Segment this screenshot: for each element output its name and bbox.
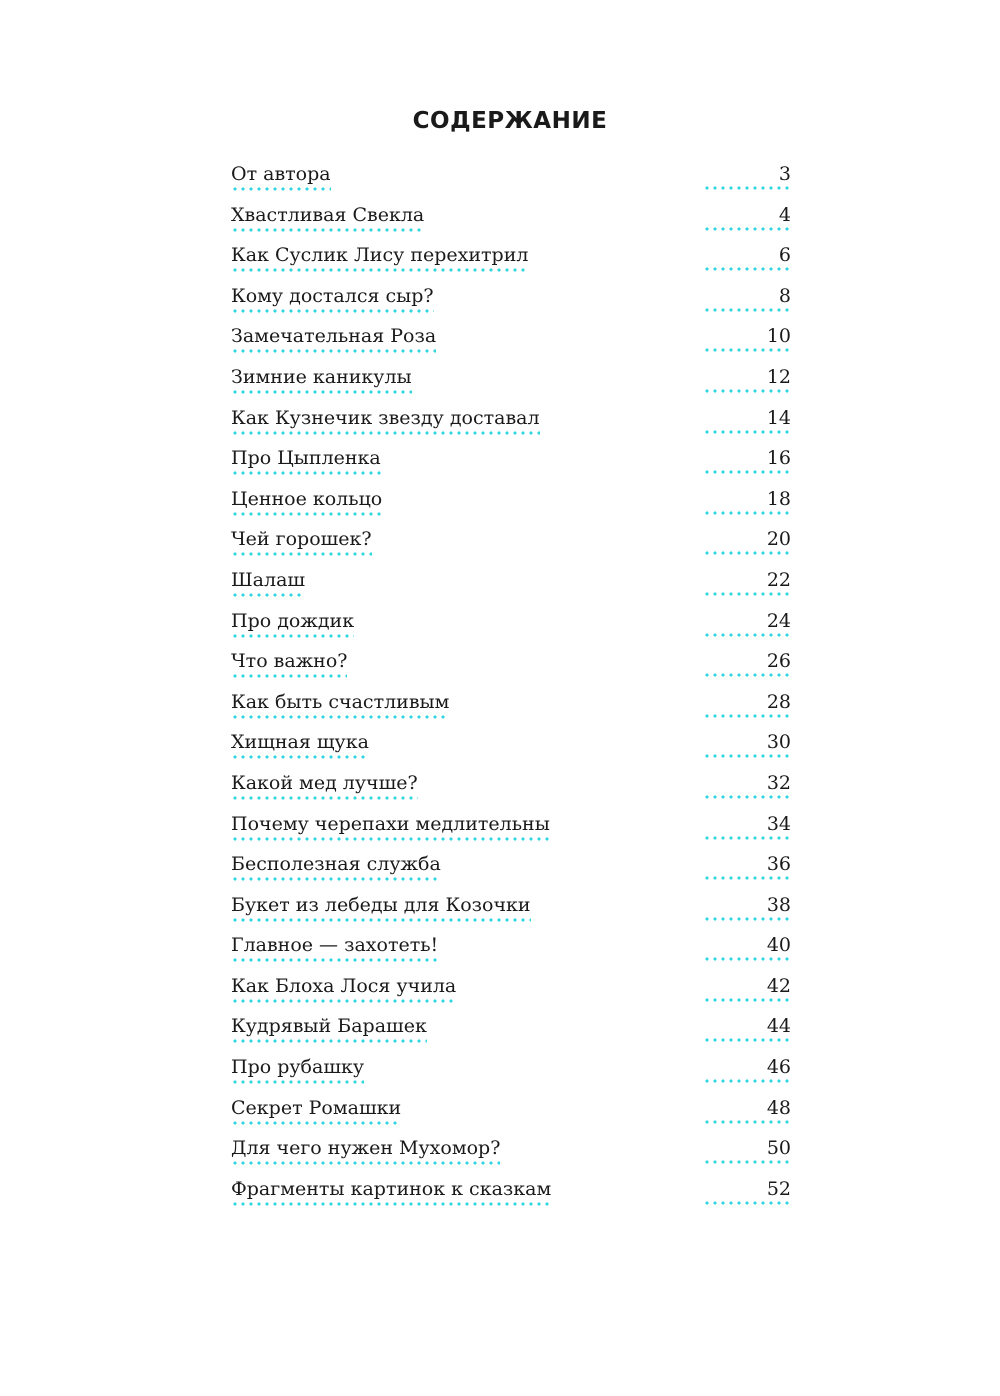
dotted-leader bbox=[703, 876, 791, 880]
toc-entry-page-number: 6 bbox=[778, 244, 791, 267]
dotted-leader bbox=[703, 998, 791, 1002]
toc-entry-page-number: 24 bbox=[766, 609, 791, 632]
toc-entry-title: Про Цыпленка bbox=[231, 446, 381, 475]
toc-list bbox=[231, 162, 791, 1217]
toc-entry-title: Букет из лебеды для Козочки bbox=[231, 893, 531, 922]
toc-entry[interactable] bbox=[231, 690, 791, 731]
dotted-leader bbox=[703, 308, 791, 312]
toc-entry[interactable] bbox=[231, 568, 791, 609]
dotted-leader bbox=[703, 430, 791, 434]
dotted-leader bbox=[703, 551, 791, 555]
toc-entry[interactable] bbox=[231, 649, 791, 690]
toc-entry[interactable] bbox=[231, 609, 791, 650]
toc-entry[interactable] bbox=[231, 1096, 791, 1137]
dotted-leader bbox=[703, 227, 791, 231]
dotted-leader bbox=[703, 1120, 791, 1124]
toc-entry[interactable] bbox=[231, 446, 791, 487]
toc-entry[interactable] bbox=[231, 284, 791, 325]
toc-entry[interactable] bbox=[231, 771, 791, 812]
dotted-leader bbox=[703, 1079, 791, 1083]
toc-entry[interactable] bbox=[231, 730, 791, 771]
toc-entry-title: Как быть счастливым bbox=[231, 690, 449, 719]
toc-entry[interactable] bbox=[231, 974, 791, 1015]
toc-entry-page-number: 38 bbox=[766, 893, 791, 916]
toc-entry-title: Для чего нужен Мухомор? bbox=[231, 1136, 500, 1165]
toc-entry-page-number: 18 bbox=[766, 487, 791, 510]
toc-entry-page-number: 46 bbox=[766, 1056, 791, 1079]
toc-entry-page-number: 32 bbox=[766, 771, 791, 794]
toc-entry-title: Чей горошек? bbox=[231, 527, 372, 556]
toc-entry[interactable] bbox=[231, 1177, 791, 1218]
dotted-leader bbox=[703, 186, 791, 190]
toc-entry-page-number: 3 bbox=[778, 163, 791, 185]
toc-entry-title: Бесполезная служба bbox=[231, 852, 441, 881]
toc-entry[interactable] bbox=[231, 324, 791, 365]
toc-entry-title: Как Блоха Лося учила bbox=[231, 974, 456, 1003]
toc-entry-title: Какой мед лучше? bbox=[231, 771, 418, 800]
toc-entry-title: Замечательная Роза bbox=[231, 324, 436, 353]
toc-entry-title: Главное — захотеть! bbox=[231, 933, 438, 962]
toc-entry-title: Хищная щука bbox=[231, 730, 369, 759]
toc-entry[interactable] bbox=[231, 406, 791, 447]
dotted-leader bbox=[703, 470, 791, 474]
toc-entry[interactable] bbox=[231, 1014, 791, 1055]
toc-entry-title: Как Кузнечик звезду доставал bbox=[231, 406, 540, 435]
toc-entry-page-number: 44 bbox=[766, 1015, 791, 1038]
toc-entry[interactable] bbox=[231, 487, 791, 528]
toc-entry-title: Про дождик bbox=[231, 609, 354, 638]
toc-entry-page-number: 50 bbox=[766, 1137, 791, 1160]
toc-entry-page-number: 10 bbox=[766, 325, 791, 348]
dotted-leader bbox=[703, 795, 791, 799]
toc-entry[interactable] bbox=[231, 1136, 791, 1177]
toc-entry[interactable] bbox=[231, 893, 791, 934]
dotted-leader bbox=[703, 754, 791, 758]
toc-entry-page-number: 20 bbox=[766, 528, 791, 551]
toc-entry-title: Секрет Ромашки bbox=[231, 1096, 401, 1125]
toc-entry-title: Фрагменты картинок к сказкам bbox=[231, 1177, 551, 1206]
toc-entry[interactable] bbox=[231, 812, 791, 853]
toc-entry[interactable] bbox=[231, 243, 791, 284]
dotted-leader bbox=[703, 917, 791, 921]
toc-entry-title: Как Суслик Лису перехитрил bbox=[231, 243, 528, 272]
toc-entry-title: Шалаш bbox=[231, 568, 305, 597]
toc-entry-page-number: 22 bbox=[766, 568, 791, 591]
toc-entry-page-number: 34 bbox=[766, 812, 791, 835]
toc-entry[interactable] bbox=[231, 1055, 791, 1096]
dotted-leader bbox=[703, 673, 791, 677]
dotted-leader bbox=[703, 1038, 791, 1042]
toc-entry-page-number: 30 bbox=[766, 731, 791, 754]
toc-entry-page-number: 4 bbox=[778, 203, 791, 226]
toc-entry[interactable] bbox=[231, 933, 791, 974]
dotted-leader bbox=[703, 511, 791, 515]
toc-entry-page-number: 48 bbox=[766, 1096, 791, 1119]
toc-entry-page-number: 12 bbox=[766, 365, 791, 388]
toc-entry-page-number: 16 bbox=[766, 447, 791, 470]
toc-entry-page-number: 36 bbox=[766, 853, 791, 876]
dotted-leader bbox=[703, 1201, 791, 1205]
toc-entry-title: Хвастливая Свекла bbox=[231, 203, 424, 232]
dotted-leader bbox=[703, 1160, 791, 1164]
toc-heading: СОДЕРЖАНИЕ bbox=[412, 108, 608, 134]
toc-entry-page-number: 26 bbox=[766, 650, 791, 673]
toc-entry-page-number: 28 bbox=[766, 690, 791, 713]
dotted-leader bbox=[703, 592, 791, 596]
toc-entry-page-number: 40 bbox=[766, 934, 791, 957]
toc-entry-title: Кудрявый Барашек bbox=[231, 1014, 427, 1043]
toc-entry-title: Зимние каникулы bbox=[231, 365, 412, 394]
toc-entry-page-number: 42 bbox=[766, 974, 791, 997]
toc-entry-title: Почему черепахи медлительны bbox=[231, 812, 550, 841]
toc-entry-title: Кому достался сыр? bbox=[231, 284, 434, 313]
toc-entry-page-number: 52 bbox=[766, 1177, 791, 1200]
toc-entry[interactable] bbox=[231, 162, 791, 203]
dotted-leader bbox=[703, 714, 791, 718]
toc-entry-title: Ценное кольцо bbox=[231, 487, 382, 516]
toc-entry-title: Про рубашку bbox=[231, 1055, 364, 1084]
dotted-leader bbox=[703, 348, 791, 352]
toc-entry-page-number: 8 bbox=[778, 284, 791, 307]
toc-entry[interactable] bbox=[231, 852, 791, 893]
toc-entry-page-number: 14 bbox=[766, 406, 791, 429]
toc-entry-title: От автора bbox=[231, 162, 331, 191]
dotted-leader bbox=[703, 957, 791, 961]
dotted-leader bbox=[703, 267, 791, 271]
dotted-leader bbox=[703, 633, 791, 637]
dotted-leader bbox=[703, 836, 791, 840]
toc-entry[interactable] bbox=[231, 203, 791, 244]
toc-entry[interactable] bbox=[231, 365, 791, 406]
toc-entry-title: Что важно? bbox=[231, 649, 347, 678]
dotted-leader bbox=[703, 389, 791, 393]
toc-entry[interactable] bbox=[231, 527, 791, 568]
